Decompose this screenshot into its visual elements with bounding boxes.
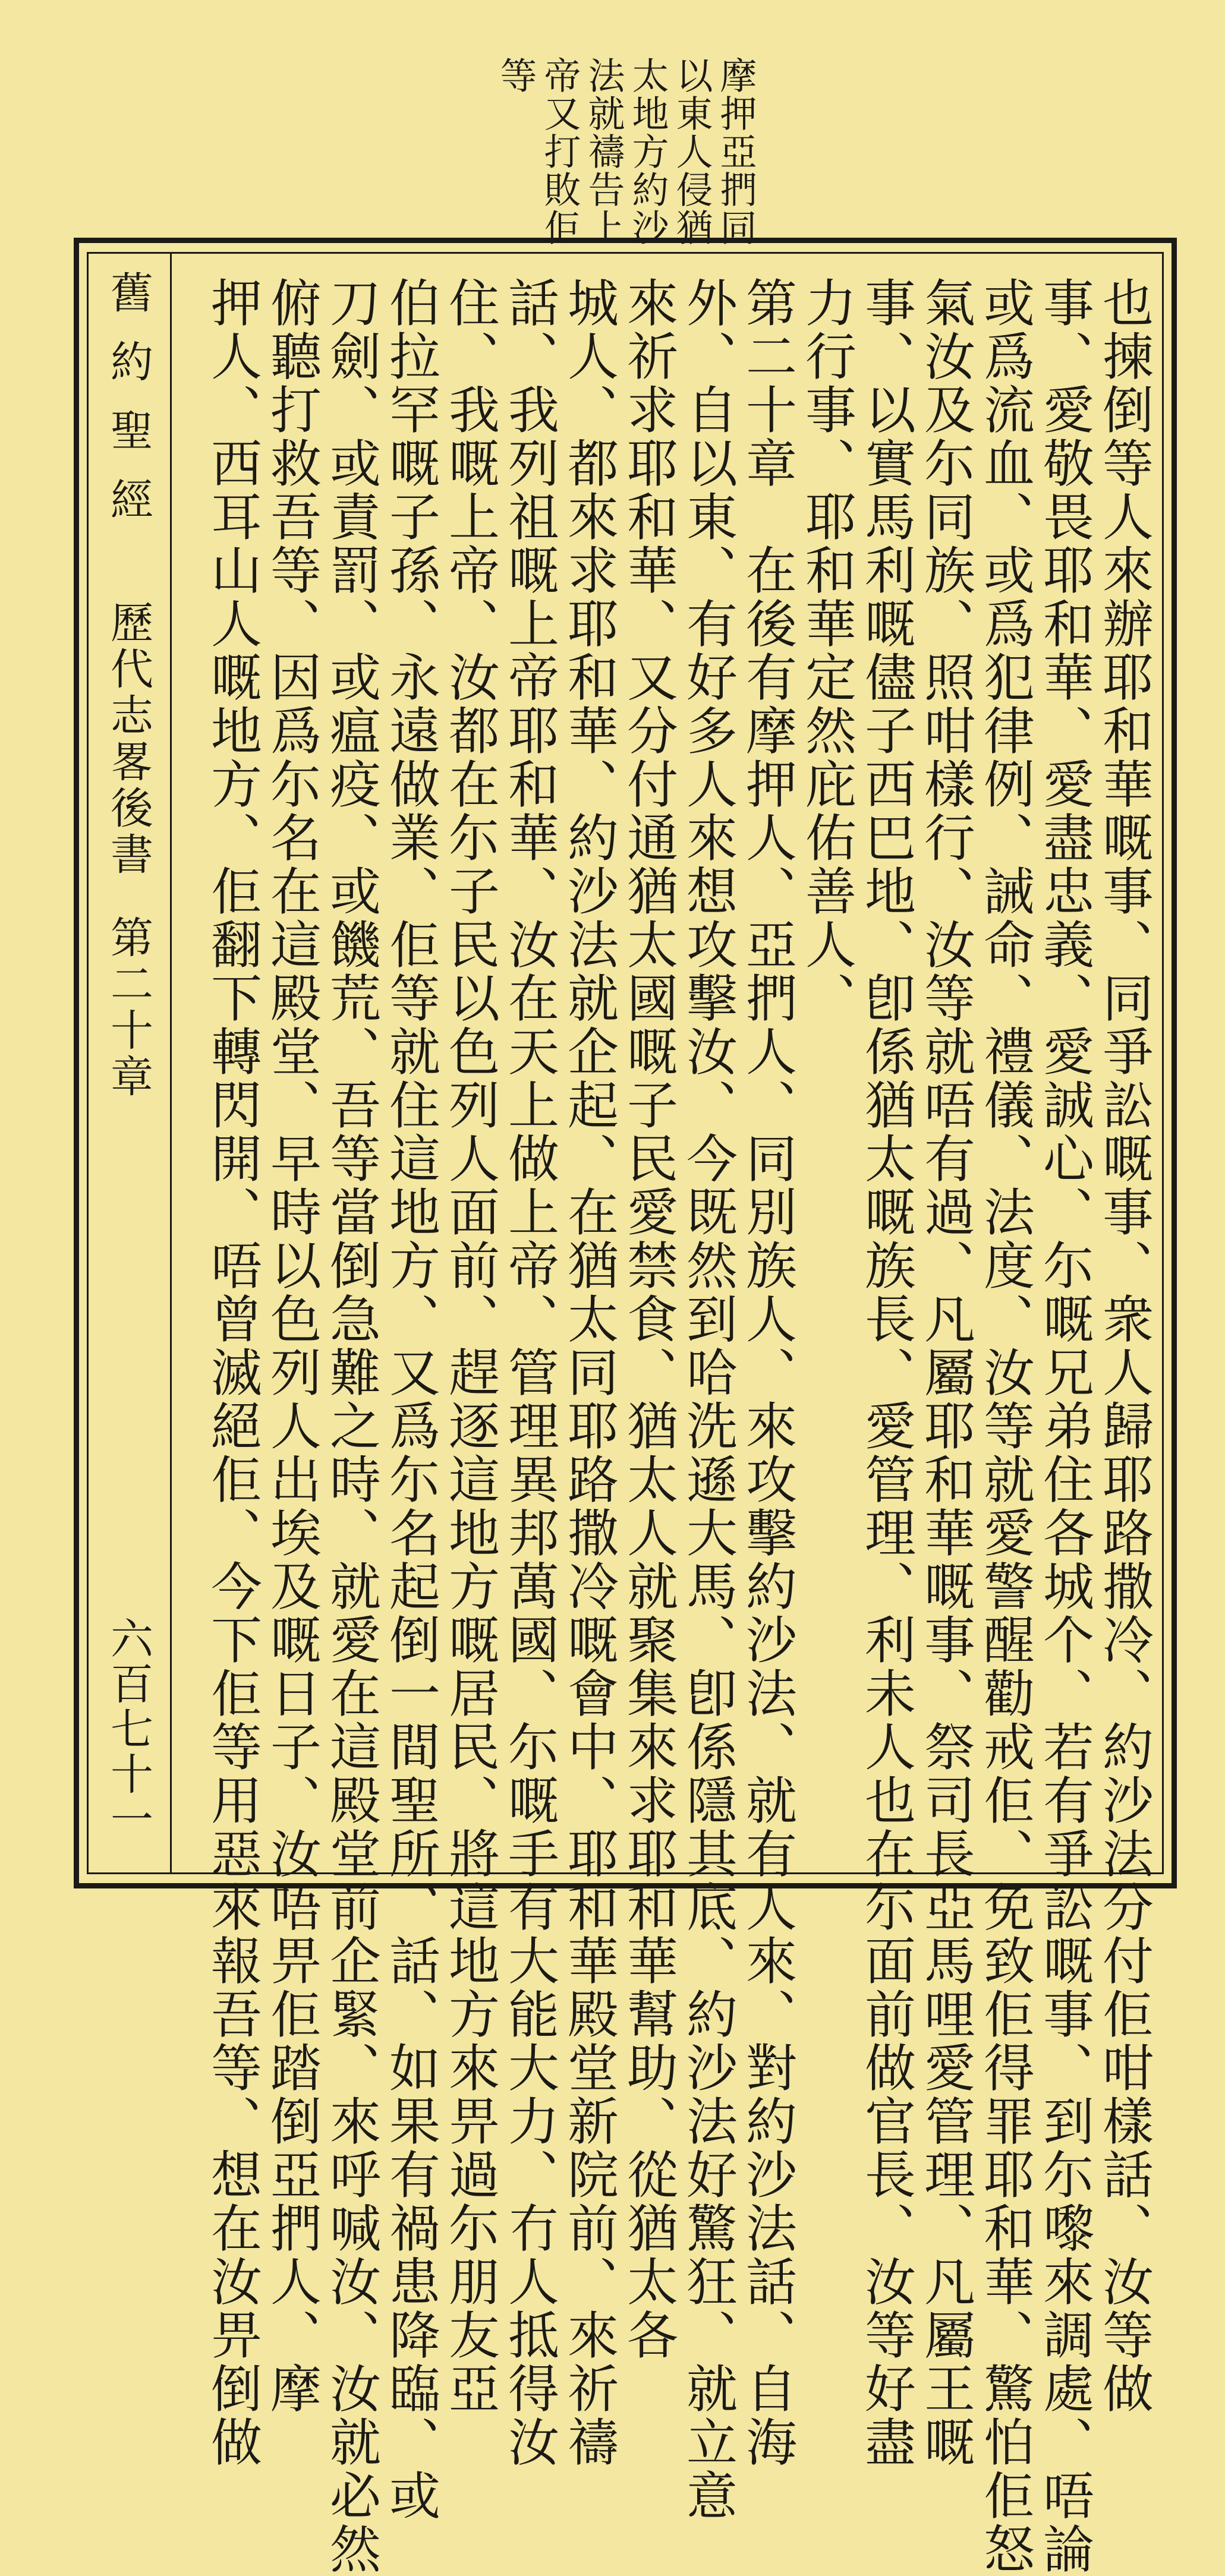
headnote-column: 以東人侵猶 [670,56,713,247]
book-section: 歷代志畧後書 [103,600,153,878]
text-column: 氣汝及尓同族、照咁樣行、汝等就唔有過、凡屬耶和華嘅事、祭司長亞馬哩愛管理、凡屬王嘅 [915,276,975,2469]
text-column: 來祈求耶和華、又分付通猶太國嘅子民愛禁食、猶太人就聚集來求耶和華幫助、從猶太各 [618,276,678,2362]
text-column: 力行事、耶和華定然庇佑善人、 [796,276,856,1025]
text-column: 押人、西耳山人嘅地方、佢翻下轉閃開、唔曾滅絕佢、今下佢等用惡來報吾等、想在汝畀倒做 [202,276,262,2469]
headnote [475,56,761,247]
margin-divider [170,252,172,1874]
text-column: 住、我嘅上帝、汝都在尓子民以色列人面前、趕逐這地方嘅居民、將這地方來畀過尓朋友亞 [440,276,499,2416]
text-column: 也揀倒等人來辦耶和華嘅事、同爭訟嘅事、衆人歸耶路撒冷、約沙法分付佢咁樣話、汝等做 [1094,276,1153,2416]
headnote-column: 帝又打敗佢 [538,56,581,247]
headnote-column: 法就禱告上 [582,56,625,247]
text-column: 外、自以東、有好多人來想攻擊汝、今既然到哈洗遜大馬、卽係隱其底、約沙法好驚狂、就立意 [678,276,737,2523]
headnote-column: 等 [494,56,537,94]
text-column: 城人、都來求耶和華、約沙法就企起、在猶太同耶路撒冷嘅會中、耶和華殿堂新院前、來祈禱 [559,276,618,2469]
headnote-column: 太地方約沙 [626,56,669,247]
text-column: 話、我列祖嘅上帝耶和華、汝在天上做上帝、管理異邦萬國、尓嘅手有大能大力、冇人抵得汝 [499,276,559,2469]
chapter-label: 第二十章 [103,915,153,1101]
page-number: 六百七十一 [103,1616,153,1842]
text-column: 事、愛敬畏耶和華、愛盡忠義、愛誠心、尓嘅兄弟住各城个、若有爭訟嘅事、到尓嚟來調處、唔論 [1034,276,1094,2576]
text-column: 或爲流血、或爲犯律例、誡命、禮儀、法度、汝等就愛警醒勸戒佢、免致佢得罪耶和華、驚怕佢怒 [975,276,1034,2576]
text-column: 俯聽打救吾等、因爲尓名在這殿堂、早時以色列人出埃及嘅日子、汝唔畀佢踏倒亞捫人、摩 [262,276,321,2416]
book-title: 舊約聖經 [103,270,153,546]
headnote-column: 摩押亞捫同 [714,56,757,247]
text-column: 伯拉罕嘅子孫、永遠做業、佢等就住這地方、又爲尓名起倒一間聖所、話、如果有禍患降臨、或 [380,276,440,2523]
text-column: 刀劍、或責罰、或瘟疫、或饑荒、吾等當倒急難之時、就愛在這殿堂前企緊、來呼喊汝、汝就必然 [321,276,380,2576]
text-column: 事、以實馬利嘅儘子西巴地、卽係猶太嘅族長、愛管理、利未人也在尓面前做官長、汝等好盡 [856,276,915,2469]
text-column: 第二十章 在後有摩押人、亞捫人、同別族人、來攻擊約沙法、就有人來、對約沙法話、自海 [737,276,796,2469]
